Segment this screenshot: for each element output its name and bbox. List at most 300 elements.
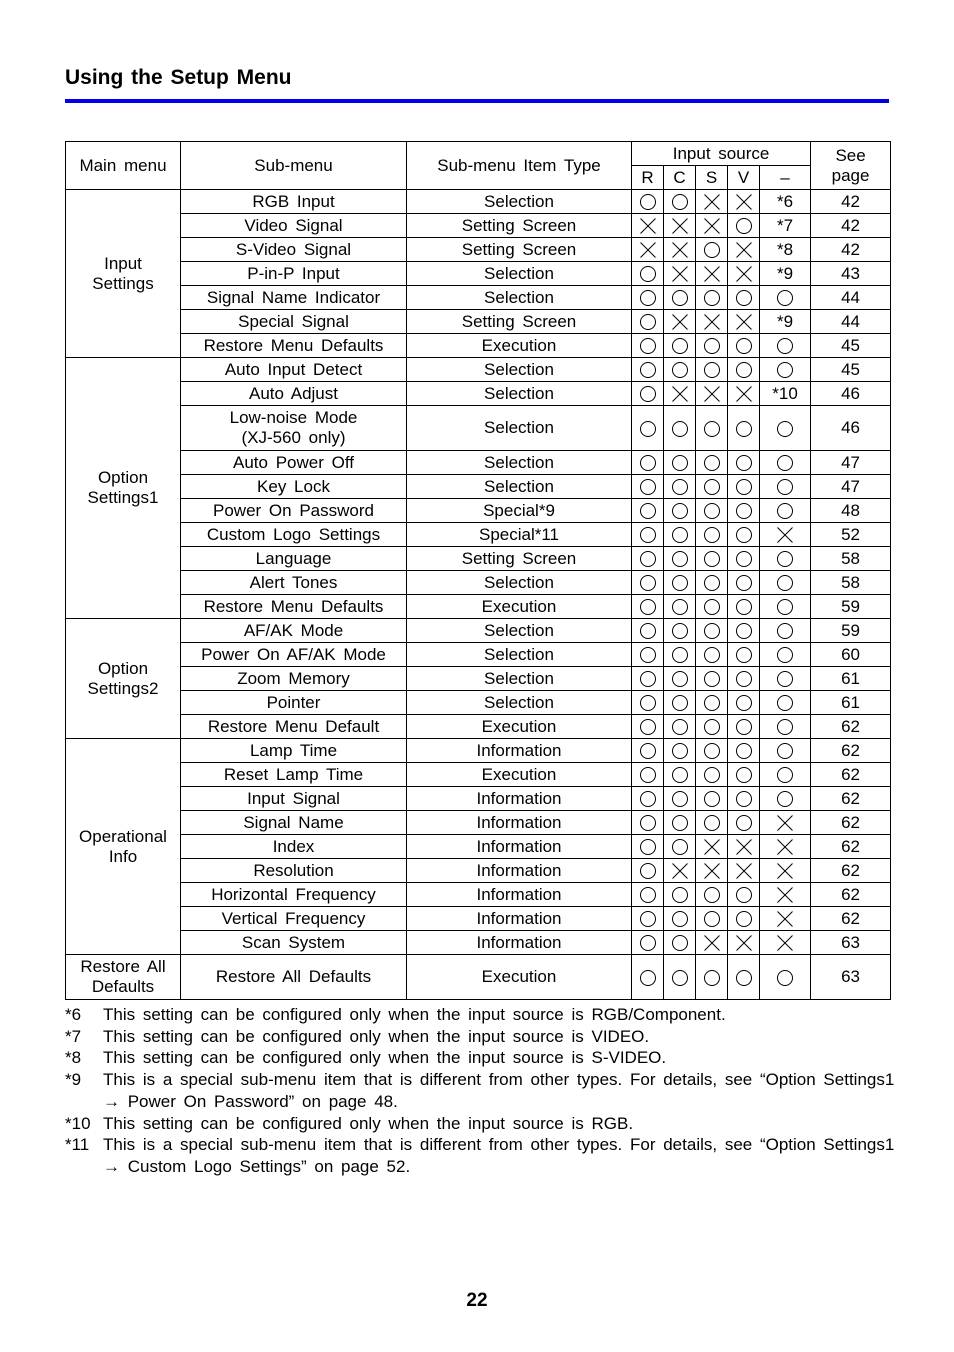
sub-menu-cell: Key Lock [181,475,407,499]
available-circle-icon [639,337,657,355]
available-circle-icon [735,502,753,520]
table-row [66,571,891,595]
input-source-cell [664,787,696,811]
see-page-cell: 60 [811,643,891,667]
table-row [66,238,891,262]
see-page-cell: 63 [811,955,891,1000]
available-circle-icon [735,670,753,688]
input-source-cell [696,907,728,931]
unavailable-cross-icon [639,217,657,235]
input-source-cell [632,787,664,811]
input-source-cell [664,499,696,523]
available-circle-icon [639,838,657,856]
available-circle-icon [671,646,689,664]
header-item-type: Sub-menu Item Type [407,142,632,190]
unavailable-cross-icon [703,862,721,880]
input-source-cell [632,475,664,499]
available-circle-icon [776,337,794,355]
input-source-cell [664,358,696,382]
unavailable-cross-icon [671,313,689,331]
see-page-cell: 45 [811,358,891,382]
input-source-cell [632,238,664,262]
input-source-cell [760,595,811,619]
input-source-cell [696,238,728,262]
main-menu-cell [66,619,181,739]
input-source-cell [728,619,760,643]
input-source-cell [696,739,728,763]
unavailable-cross-icon [735,241,753,259]
available-circle-icon [776,420,794,438]
see-page-cell: 46 [811,382,891,406]
table-row [66,382,891,406]
input-source-cell [728,358,760,382]
unavailable-cross-icon [703,193,721,211]
available-circle-icon [776,694,794,712]
see-page-cell: 62 [811,715,891,739]
available-circle-icon [703,337,721,355]
page-number: 22 [466,1290,488,1311]
available-circle-icon [703,454,721,472]
available-circle-icon [703,550,721,568]
available-circle-icon [703,361,721,379]
input-source-cell [696,859,728,883]
available-circle-icon [776,622,794,640]
input-source-cell [696,358,728,382]
see-page-cell: 47 [811,475,891,499]
footnote-text: This setting can be configured only when the input source is S-VIDEO. [103,1048,667,1068]
input-source-note-cell: *7 [760,214,811,238]
input-source-cell [760,883,811,907]
input-source-cell [760,715,811,739]
sub-menu-cell: Video Signal [181,214,407,238]
input-source-cell [632,763,664,787]
see-page-cell: 62 [811,859,891,883]
available-circle-icon [639,969,657,987]
input-source-cell [632,190,664,214]
table-row [66,406,891,451]
see-page-cell: 43 [811,262,891,286]
input-source-cell [760,955,811,1000]
input-source-cell [632,595,664,619]
input-source-cell [728,451,760,475]
available-circle-icon [703,502,721,520]
input-source-cell [728,715,760,739]
footnote-mark: *11 [65,1135,90,1155]
input-source-cell [632,955,664,1000]
available-circle-icon [671,766,689,784]
available-circle-icon [703,814,721,832]
main-menu-cell [66,739,181,955]
input-source-cell [728,811,760,835]
available-circle-icon [735,361,753,379]
input-source-cell [696,262,728,286]
available-circle-icon [703,478,721,496]
footnote [65,1004,895,1026]
input-source-cell [760,334,811,358]
input-source-cell [728,931,760,955]
input-source-cell [728,334,760,358]
input-source-cell [664,406,696,451]
sub-menu-cell: Restore Menu Default [181,715,407,739]
sub-menu-cell: Restore All Defaults [181,955,407,1000]
sub-menu-cell: P-in-P Input [181,262,407,286]
available-circle-icon [671,838,689,856]
input-source-cell [664,595,696,619]
available-circle-icon [703,910,721,928]
available-circle-icon [639,718,657,736]
input-source-cell [696,643,728,667]
input-source-cell [632,310,664,334]
available-circle-icon [735,550,753,568]
table-row [66,667,891,691]
available-circle-icon [703,420,721,438]
available-circle-icon [639,934,657,952]
available-circle-icon [671,502,689,520]
see-page-cell: 62 [811,835,891,859]
table-row [66,214,891,238]
available-circle-icon [776,790,794,808]
available-circle-icon [703,790,721,808]
input-source-cell [664,334,696,358]
input-source-cell [760,907,811,931]
input-source-cell [760,667,811,691]
footnote [65,1047,895,1069]
input-source-cell [632,262,664,286]
sub-menu-cell: Auto Input Detect [181,358,407,382]
input-source-cell [696,406,728,451]
input-source-cell [728,214,760,238]
input-source-cell [632,523,664,547]
available-circle-icon [776,478,794,496]
table-row [66,499,891,523]
available-circle-icon [639,478,657,496]
input-source-cell [728,787,760,811]
input-source-cell [728,763,760,787]
item-type-cell: Information [407,787,632,811]
available-circle-icon [703,886,721,904]
available-circle-icon [735,766,753,784]
table-row [66,739,891,763]
available-circle-icon [703,670,721,688]
available-circle-icon [703,742,721,760]
input-source-cell [728,238,760,262]
input-source-cell [696,835,728,859]
input-source-cell [632,571,664,595]
item-type-cell: Selection [407,358,632,382]
sub-menu-cell: Power On AF/AK Mode [181,643,407,667]
available-circle-icon [639,526,657,544]
main-menu-label: Option Settings1 [87,468,159,507]
available-circle-icon [671,454,689,472]
input-source-cell [696,763,728,787]
item-type-cell: Selection [407,667,632,691]
footnote-text: This is a special sub-menu item that is different from other types. For details, see “Option Settings1 → Power On Password” on page 48. [103,1070,895,1111]
input-source-cell [760,571,811,595]
unavailable-cross-icon [671,241,689,259]
available-circle-icon [776,969,794,987]
sub-menu-cell: Auto Power Off [181,451,407,475]
table-row [66,547,891,571]
available-circle-icon [639,742,657,760]
unavailable-cross-icon [639,241,657,259]
footnote-mark: *8 [65,1048,82,1068]
available-circle-icon [735,790,753,808]
input-source-cell [760,523,811,547]
input-source-cell [664,190,696,214]
input-source-cell [664,238,696,262]
input-source-cell [632,643,664,667]
source-header-v: V [728,166,760,190]
sub-menu-cell: Reset Lamp Time [181,763,407,787]
input-source-cell [632,286,664,310]
table-row [66,715,891,739]
available-circle-icon [639,766,657,784]
main-menu-cell [66,955,181,1000]
table-row [66,334,891,358]
input-source-cell [728,859,760,883]
item-type-cell: Selection [407,691,632,715]
input-source-cell [728,643,760,667]
input-source-cell [696,955,728,1000]
available-circle-icon [776,361,794,379]
input-source-note-cell: *9 [760,262,811,286]
header-see-page [811,142,891,190]
item-type-cell: Selection [407,475,632,499]
available-circle-icon [703,969,721,987]
available-circle-icon [735,622,753,640]
item-type-cell: Information [407,859,632,883]
input-source-cell [696,547,728,571]
available-circle-icon [671,670,689,688]
unavailable-cross-icon [735,862,753,880]
table-row [66,955,891,1000]
unavailable-cross-icon [703,934,721,952]
available-circle-icon [703,622,721,640]
unavailable-cross-icon [776,886,794,904]
available-circle-icon [639,622,657,640]
available-circle-icon [639,385,657,403]
input-source-cell [696,286,728,310]
input-source-cell [664,931,696,955]
footnote-mark: *6 [65,1005,82,1024]
unavailable-cross-icon [776,838,794,856]
input-source-cell [760,358,811,382]
input-source-cell [696,667,728,691]
available-circle-icon [639,265,657,283]
available-circle-icon [735,337,753,355]
item-type-cell: Setting Screen [407,310,632,334]
input-source-cell [728,835,760,859]
item-type-cell: Setting Screen [407,547,632,571]
footnote [65,1026,895,1048]
see-page-cell: 44 [811,310,891,334]
input-source-cell [664,451,696,475]
sub-menu-cell: AF/AK Mode [181,619,407,643]
sub-menu-cell: Power On Password [181,499,407,523]
available-circle-icon [639,670,657,688]
item-type-cell: Information [407,739,632,763]
available-circle-icon [735,526,753,544]
input-source-cell [632,931,664,955]
item-type-cell: Selection [407,451,632,475]
available-circle-icon [671,574,689,592]
available-circle-icon [703,718,721,736]
input-source-cell [728,262,760,286]
input-source-cell [760,499,811,523]
available-circle-icon [671,790,689,808]
input-source-cell [728,595,760,619]
available-circle-icon [703,289,721,307]
footnote-text: This setting can be configured only when the input source is RGB. [103,1113,634,1133]
input-source-cell [760,931,811,955]
table-row [66,475,891,499]
input-source-cell [760,859,811,883]
sub-menu-cell: Restore Menu Defaults [181,595,407,619]
header-input-source: Input source [632,142,811,166]
item-type-cell: Execution [407,595,632,619]
input-source-note-cell: *8 [760,238,811,262]
input-source-cell [696,310,728,334]
item-type-cell: Selection [407,406,632,451]
item-type-cell: Special*9 [407,499,632,523]
input-source-cell [696,334,728,358]
item-type-cell: Execution [407,763,632,787]
available-circle-icon [703,646,721,664]
input-source-cell [696,883,728,907]
available-circle-icon [703,694,721,712]
input-source-cell [760,811,811,835]
footnotes [65,1004,895,1178]
sub-menu-cell: Zoom Memory [181,667,407,691]
available-circle-icon [703,574,721,592]
sub-menu-cell: Special Signal [181,310,407,334]
input-source-cell [696,691,728,715]
unavailable-cross-icon [671,265,689,283]
unavailable-cross-icon [735,313,753,331]
sub-menu-cell: RGB Input [181,190,407,214]
available-circle-icon [639,862,657,880]
input-source-cell [632,691,664,715]
input-source-cell [664,571,696,595]
table-row [66,763,891,787]
main-menu-label: Input Settings [92,253,154,293]
available-circle-icon [735,217,753,235]
unavailable-cross-icon [703,385,721,403]
input-source-cell [632,382,664,406]
see-page-cell: 46 [811,406,891,451]
header-row [66,142,891,166]
input-source-cell [696,715,728,739]
item-type-cell: Execution [407,955,632,1000]
available-circle-icon [735,694,753,712]
see-page-cell: 62 [811,811,891,835]
table-row [66,262,891,286]
input-source-note-cell: *10 [760,382,811,406]
unavailable-cross-icon [776,526,794,544]
input-source-cell [728,691,760,715]
table-row [66,907,891,931]
input-source-cell [728,499,760,523]
item-type-cell: Information [407,883,632,907]
available-circle-icon [639,598,657,616]
see-page-cell: 44 [811,286,891,310]
available-circle-icon [671,969,689,987]
sub-menu-cell: Scan System [181,931,407,955]
unavailable-cross-icon [735,193,753,211]
table-row [66,787,891,811]
input-source-cell [664,643,696,667]
source-header-s: S [696,166,728,190]
available-circle-icon [703,598,721,616]
unavailable-cross-icon [735,934,753,952]
table-row [66,811,891,835]
see-page-cell: 59 [811,619,891,643]
input-source-cell [728,406,760,451]
available-circle-icon [671,934,689,952]
input-source-cell [632,667,664,691]
available-circle-icon [776,289,794,307]
available-circle-icon [639,454,657,472]
input-source-cell [696,382,728,406]
available-circle-icon [639,361,657,379]
available-circle-icon [639,502,657,520]
footnote-text: This is a special sub-menu item that is different from other types. For details, see “Option Settings1 → Custom Logo Settings” on page 52. [103,1135,895,1176]
input-source-cell [632,547,664,571]
see-page-cell: 59 [811,595,891,619]
available-circle-icon [671,598,689,616]
input-source-cell [728,286,760,310]
footnote-mark: *9 [65,1070,82,1090]
footnote [65,1069,895,1112]
available-circle-icon [776,598,794,616]
available-circle-icon [776,574,794,592]
item-type-cell: Information [407,931,632,955]
input-source-cell [760,475,811,499]
see-page-cell: 47 [811,451,891,475]
sub-menu-cell: Index [181,835,407,859]
available-circle-icon [776,646,794,664]
available-circle-icon [671,337,689,355]
available-circle-icon [735,814,753,832]
input-source-cell [664,907,696,931]
unavailable-cross-icon [735,265,753,283]
available-circle-icon [735,718,753,736]
available-circle-icon [703,766,721,784]
header-main-menu: Main menu [66,142,181,190]
available-circle-icon [639,550,657,568]
sub-menu-cell: Restore Menu Defaults [181,334,407,358]
main-menu-cell [66,190,181,358]
available-circle-icon [671,622,689,640]
available-circle-icon [671,886,689,904]
unavailable-cross-icon [703,217,721,235]
available-circle-icon [735,478,753,496]
input-source-cell [632,406,664,451]
available-circle-icon [776,550,794,568]
input-source-cell [664,619,696,643]
available-circle-icon [735,598,753,616]
see-page-cell: 58 [811,547,891,571]
table-row [66,190,891,214]
sub-menu-cell: S-Video Signal [181,238,407,262]
input-source-cell [696,931,728,955]
available-circle-icon [735,454,753,472]
input-source-cell [664,667,696,691]
header-sub-menu: Sub-menu [181,142,407,190]
input-source-cell [664,691,696,715]
input-source-cell [760,547,811,571]
unavailable-cross-icon [671,385,689,403]
